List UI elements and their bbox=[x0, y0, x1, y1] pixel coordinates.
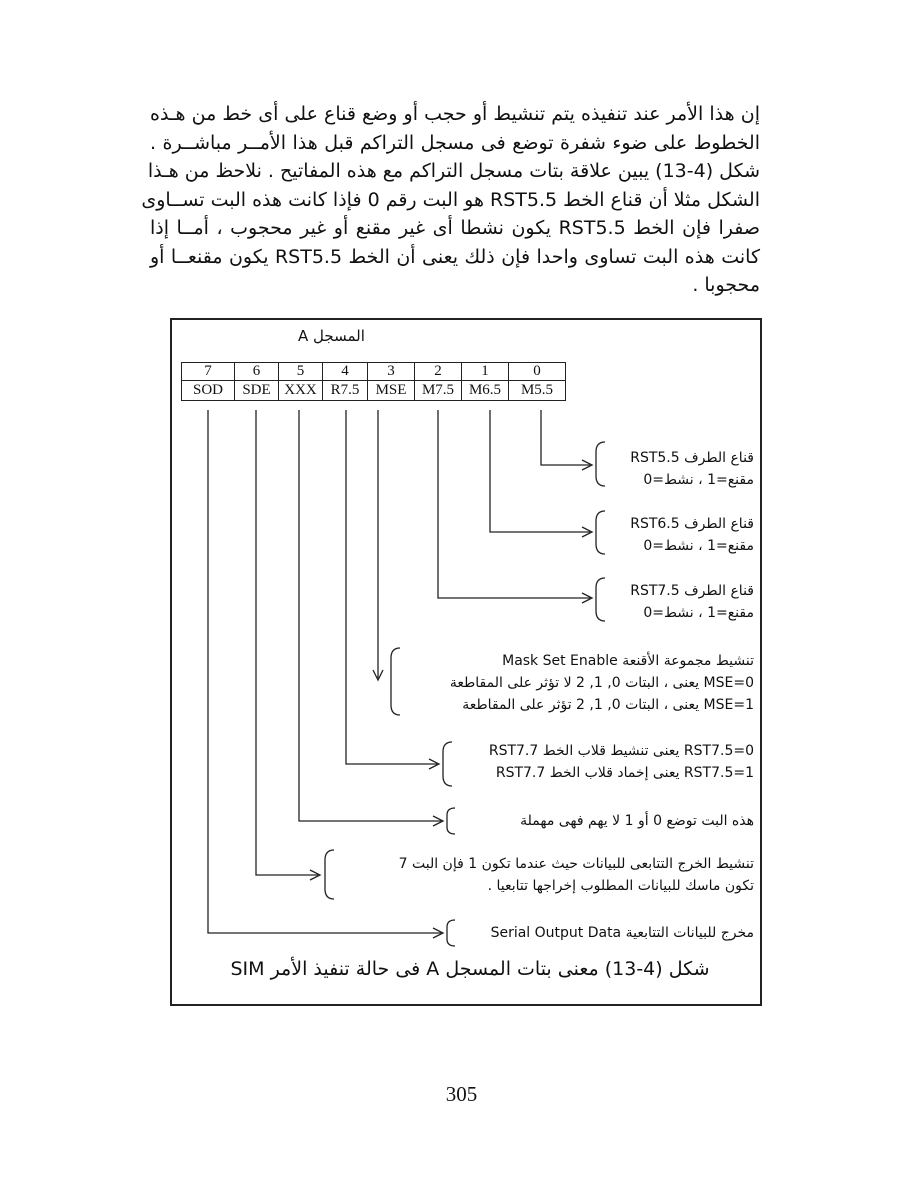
label-line: MSE=0 يعنى ، البتات 0, 1, 2 لا تؤثر على المقاطعة bbox=[449, 675, 754, 691]
label-line: تنشيط مجموعة الأقنعة Mask Set Enable bbox=[502, 653, 754, 669]
label-line: هذه البت توضع 0 أو 1 لا يهم فهى مهملة bbox=[520, 813, 754, 829]
connector-m75 bbox=[438, 410, 590, 598]
bit-name: SDE bbox=[235, 381, 279, 401]
connector-m65 bbox=[490, 410, 590, 532]
page-number: 305 bbox=[445, 1082, 478, 1106]
connector-sde bbox=[256, 410, 318, 875]
label-line: MSE=1 يعنى ، البتات 0, 1, 2 تؤثر على المقاطعة bbox=[462, 697, 754, 713]
bit-name: M5.5 bbox=[509, 381, 566, 401]
paragraph-line: الشكل مثلا أن قناع الخط RST5.5 هو البت رقم 0 فإذا كانت هذه البت تســاوى bbox=[141, 188, 760, 211]
bit-number: 5 bbox=[279, 363, 323, 381]
connector-m55 bbox=[541, 410, 590, 465]
label-line: قناع الطرف RST5.5 bbox=[630, 450, 754, 466]
brace bbox=[447, 920, 455, 946]
figure-caption: شكل (4-13) معنى بتات المسجل A فى حالة تنفيذ الأمر SIM bbox=[230, 958, 710, 980]
paragraph-line: محجوبا . bbox=[692, 274, 760, 296]
bit-number: 7 bbox=[182, 363, 235, 381]
label-m65 bbox=[600, 513, 754, 557]
label-line: مقنع=1 ، نشط=0 bbox=[643, 538, 754, 554]
bit-name: M6.5 bbox=[462, 381, 509, 401]
paragraph-line: شكل (4-13) يبين علاقة بتات مسجل التراكم مع هذه المفاتيح . نلاحظ من هـذا bbox=[147, 160, 760, 182]
paragraph-line: كانت هذه البت تساوى واحدا فإن ذلك يعنى أن الخط RST5.5 يكون مقنعــا أو bbox=[150, 245, 760, 268]
label-sde bbox=[330, 853, 754, 897]
bit-number: 6 bbox=[235, 363, 279, 381]
label-mse bbox=[390, 650, 754, 716]
bit-number: 2 bbox=[415, 363, 462, 381]
label-m75 bbox=[600, 580, 754, 624]
bit-name: XXX bbox=[279, 381, 323, 401]
bit-name: R7.5 bbox=[323, 381, 368, 401]
bit-name: MSE bbox=[368, 381, 415, 401]
label-line: مقنع=1 ، نشط=0 bbox=[643, 472, 754, 488]
brace bbox=[447, 808, 455, 834]
label-line: RST7.5=1 يعنى إخماد قلاب الخط RST7.7 bbox=[495, 765, 754, 781]
label-line: قناع الطرف RST6.5 bbox=[630, 516, 754, 532]
bit-name: SOD bbox=[182, 381, 235, 401]
bit-number: 3 bbox=[368, 363, 415, 381]
label-line: تكون ماسك للبيانات المطلوب إخراجها تتابعيا . bbox=[487, 878, 754, 894]
label-line: مقنع=1 ، نشط=0 bbox=[643, 605, 754, 621]
label-sod bbox=[455, 922, 754, 944]
label-line: قناع الطرف RST7.5 bbox=[630, 583, 754, 599]
paragraph-line: إن هذا الأمر عند تنفيذه يتم تنشيط أو حجب أو وضع قناع على أى خط من هـذه bbox=[150, 103, 760, 125]
paragraph-line: الخطوط على ضوء شفرة توضع فى مسجل التراكم قبل هذا الأمــر مباشــرة . bbox=[150, 131, 760, 154]
label-line: تنشيط الخرج التتابعى للبيانات حيث عندما تكون 1 فإن البت 7 bbox=[398, 856, 754, 872]
register-title: المسجل A bbox=[298, 327, 365, 345]
bit-number: 1 bbox=[462, 363, 509, 381]
bit-number: 4 bbox=[323, 363, 368, 381]
paragraph-line: صفرا فإن الخط RST5.5 يكون نشطا أى غير مقنع أو غير محجوب ، أمــا إذا bbox=[150, 217, 760, 239]
label-line: مخرج للبيانات التتابعية Serial Output Data bbox=[490, 925, 754, 941]
label-r75 bbox=[450, 740, 754, 784]
label-xxx bbox=[460, 810, 754, 832]
bit-name: M7.5 bbox=[415, 381, 462, 401]
label-line: RST7.5=0 يعنى تنشيط قلاب الخط RST7.7 bbox=[488, 743, 754, 759]
connector-xxx bbox=[299, 410, 441, 821]
bit-number: 0 bbox=[509, 363, 566, 381]
label-m55 bbox=[600, 447, 754, 491]
